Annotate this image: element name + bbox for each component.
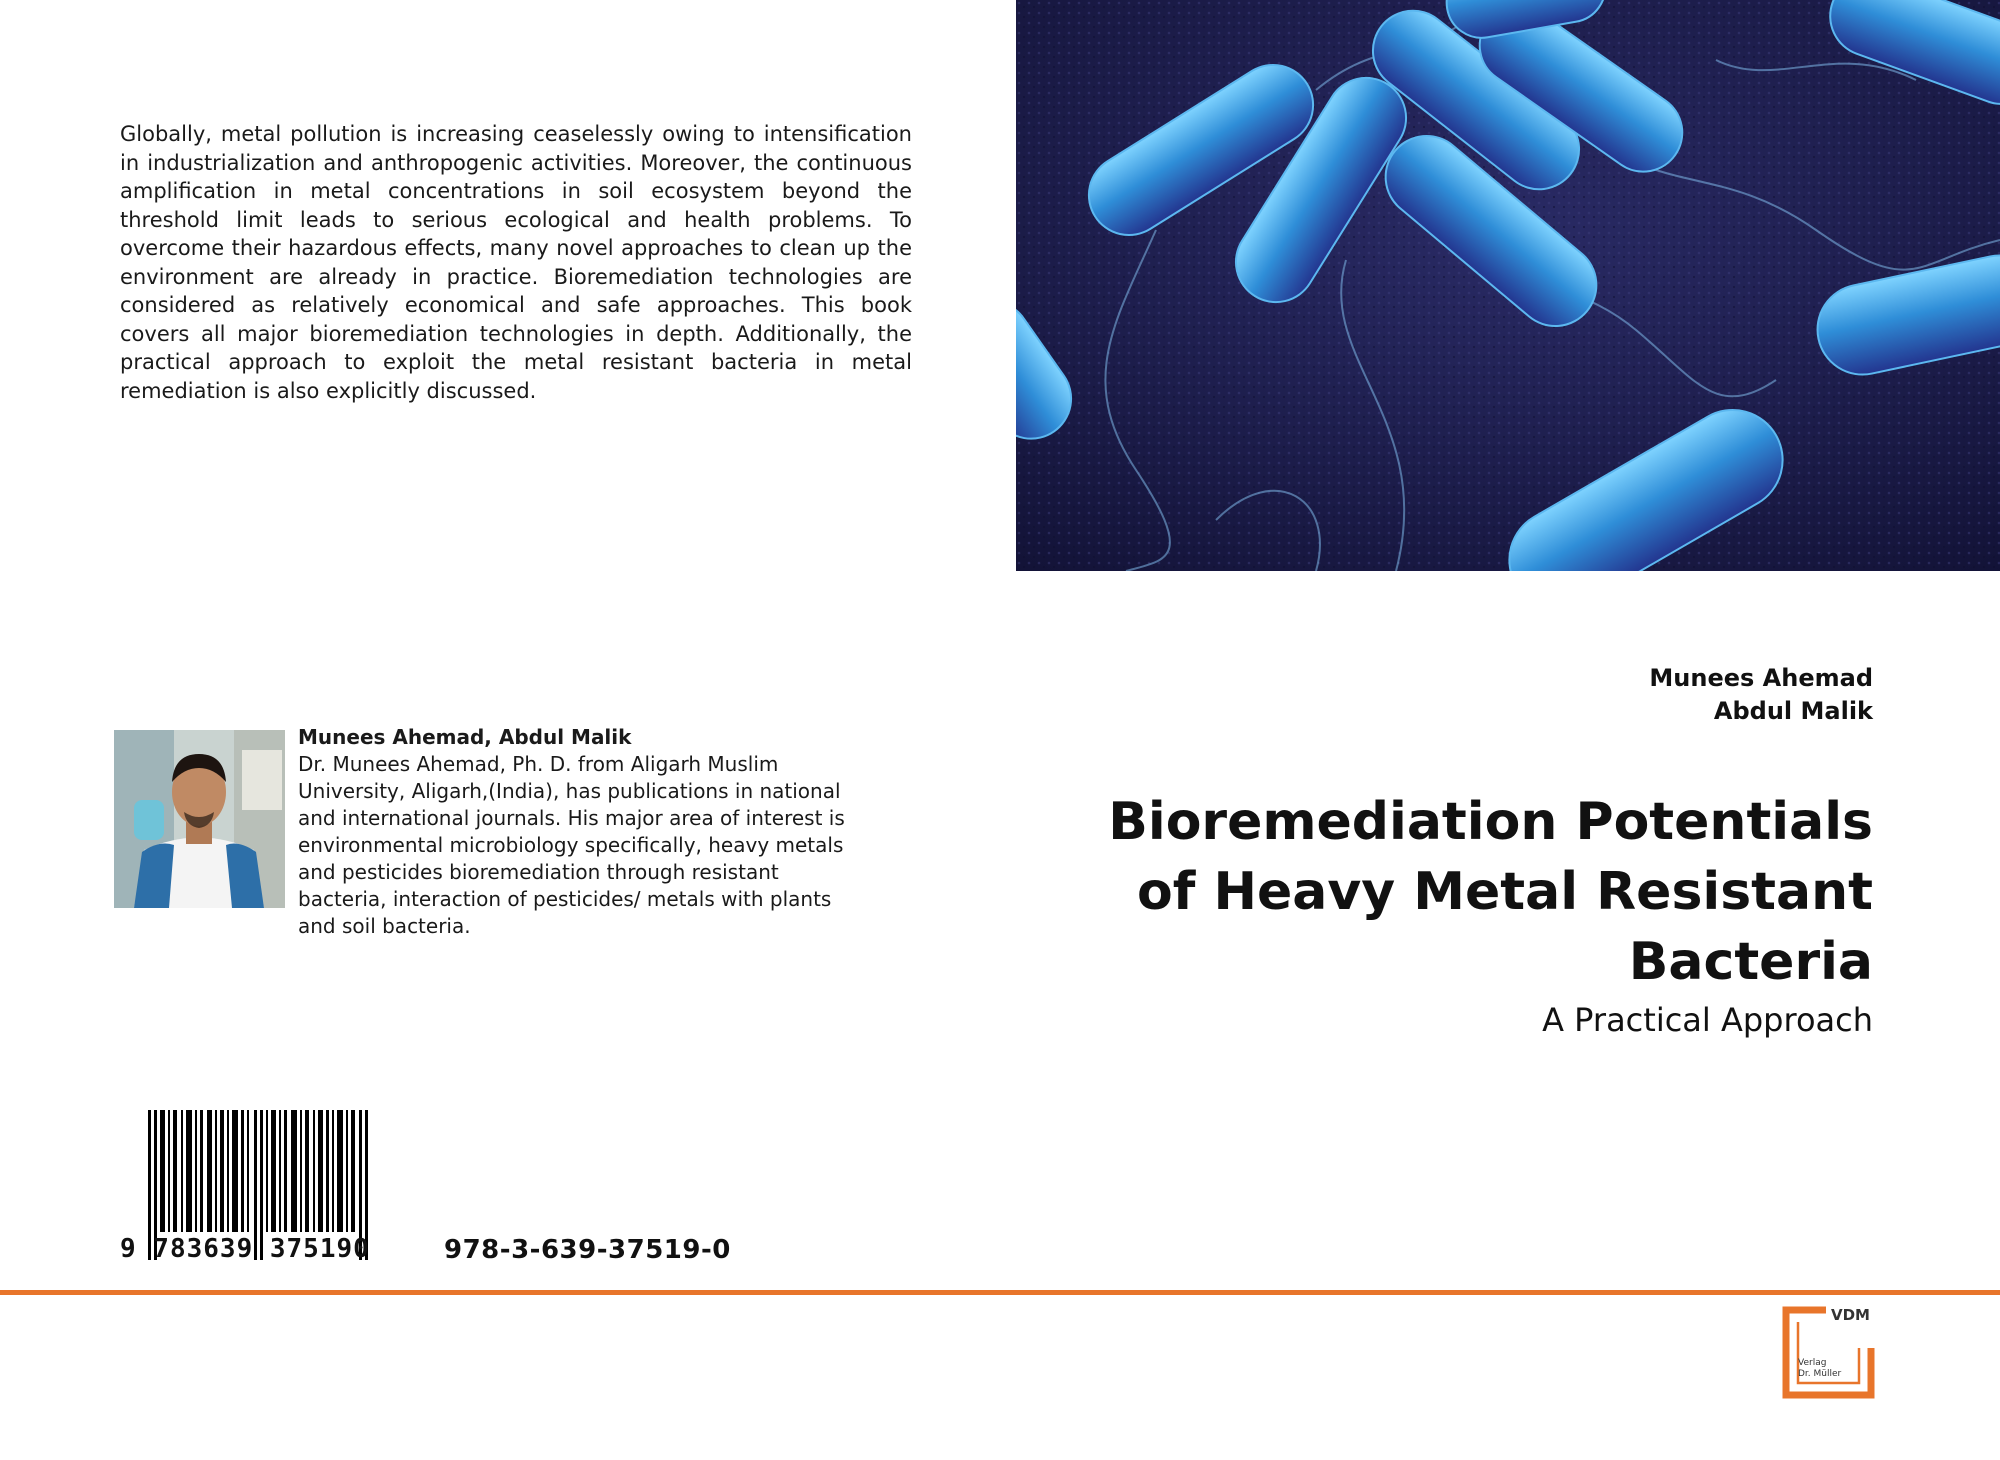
title-line: of Heavy Metal Resistant — [1137, 862, 1873, 922]
book-subtitle: A Practical Approach — [1542, 1001, 1873, 1039]
bacteria-illustration — [1016, 0, 2000, 571]
logo-sub-line: Verlag — [1798, 1358, 1827, 1368]
book-title — [973, 787, 1873, 997]
front-authors — [1649, 662, 1873, 728]
author-photo — [114, 730, 285, 908]
title-line: Bacteria — [1628, 932, 1873, 992]
logo-sub-text — [1798, 1358, 1841, 1380]
isbn: 978-3-639-37519-0 — [444, 1235, 731, 1265]
bio-author-names: Munees Ahemad, Abdul Malik — [298, 725, 632, 749]
author-name: Abdul Malik — [1713, 697, 1873, 725]
author-bio — [298, 724, 858, 940]
orange-divider — [0, 1290, 2000, 1295]
back-cover-blurb: Globally, metal pollution is increasing ceaselessly owing to intensification in industrialization and anthropogenic activities. Moreover, the continuous amplification in metal concentrations in soil ecosystem beyond the threshold limit leads to serious ecological and health problems. To overcome their hazardous effects, many novel approaches to clean up the environment are already in practice. Bioremediation technologies are considered as relatively economical and safe approaches. This book covers all major bioremediation technologies in depth. Additionally, the practical approach to exploit the metal resistant bacteria in metal remediation is also explicitly discussed. — [120, 122, 912, 403]
barcode-digits: 9 783639 375190 — [120, 1234, 370, 1264]
bio-text: Dr. Munees Ahemad, Ph. D. from Aligarh Muslim University, Aligarh,(India), has publications in national and international journals. His major area of interest is environmental microbiology specifically, heavy metals and pesticides bioremediation through resistant bacteria, interaction of pesticides/ metals with plants and soil bacteria. — [298, 752, 845, 938]
title-line: Bioremediation Potentials — [1108, 792, 1873, 852]
publisher-logo — [1782, 1306, 1875, 1399]
logo-vdm-text: VDM — [1831, 1306, 1870, 1324]
author-name: Munees Ahemad — [1649, 664, 1873, 692]
logo-sub-line: Dr. Müller — [1798, 1369, 1842, 1379]
